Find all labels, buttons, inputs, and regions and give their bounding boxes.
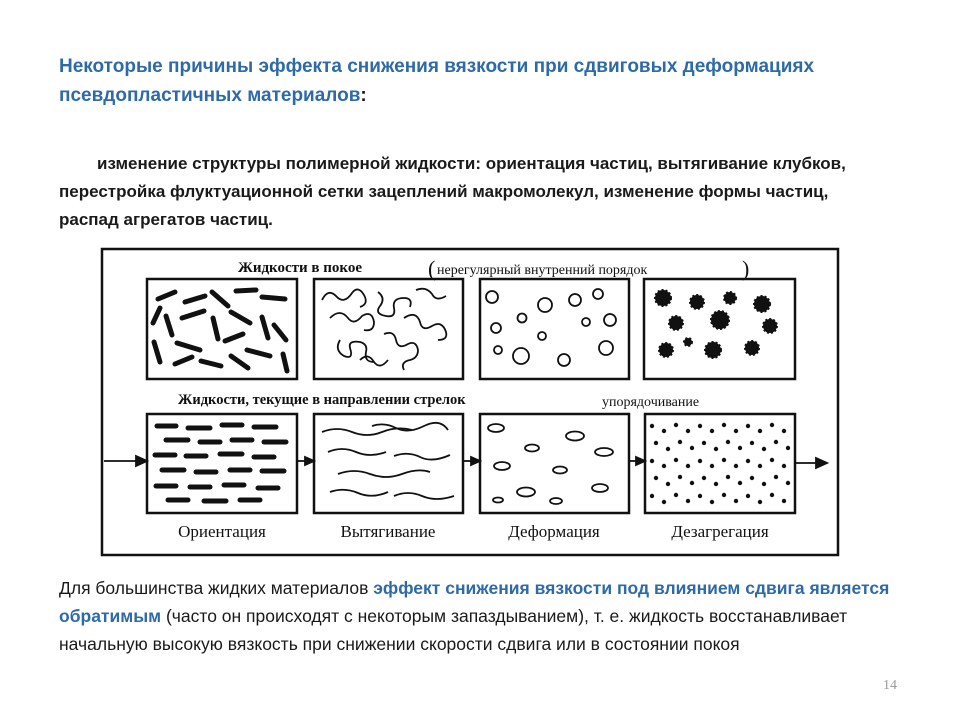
caption-orientation: Ориентация	[178, 522, 266, 541]
slide-title-colon: :	[360, 85, 367, 106]
body-paragraph: изменение структуры полимерной жидкости: ориентация частиц, вытягивание клубков, перестройка флуктуационной сетки зацеплений макромолекул, изменение формы частиц, распад агрегатов частиц.	[59, 154, 846, 229]
rest-coils	[322, 289, 446, 370]
page-number: 14	[883, 678, 897, 693]
slide-title-text: Некоторые причины эффекта снижения вязкости при сдвиговых деформациях псевдопластичных материалов	[59, 56, 815, 106]
rest-panel-droplets	[480, 279, 629, 379]
caption-deformation: Деформация	[508, 522, 600, 541]
rest-paren-open: (	[428, 256, 436, 281]
caption-disaggregation: Дезагрегация	[671, 522, 769, 541]
rest-droplets	[486, 289, 616, 366]
flow-panel-disaggregation	[645, 414, 795, 513]
caption-stretching: Вытягивание	[340, 522, 436, 541]
flow-stretched-chains	[322, 423, 454, 499]
flow-label: Жидкости, текущие в направлении стрелок	[178, 392, 466, 408]
flow-dispersed-particles	[650, 423, 790, 504]
rest-aggregates	[655, 290, 777, 358]
rest-rods	[153, 290, 287, 371]
flow-arrows	[104, 456, 827, 468]
rest-paren-close: )	[742, 256, 750, 281]
rest-label: Жидкости в покое	[238, 260, 363, 276]
flow-rods	[155, 425, 286, 501]
flow-note: упорядочивание	[602, 395, 700, 410]
summary-part2: (часто он происходят с некоторым запаздыванием), т. е. жидкость восстанавливает начальную высокую вязкость при снижении скорости сдвига или в состоянии покоя	[59, 606, 848, 654]
summary-part1: Для большинства жидких материалов	[59, 578, 374, 598]
rest-panel-coils	[314, 279, 463, 379]
summary-highlight: эффект снижения вязкости под влиянием сдвига является обратимым	[59, 578, 890, 626]
rest-note: нерегулярный внутренний порядок	[437, 263, 648, 278]
summary-paragraph	[59, 574, 919, 658]
flow-deformed-droplets	[488, 424, 613, 504]
